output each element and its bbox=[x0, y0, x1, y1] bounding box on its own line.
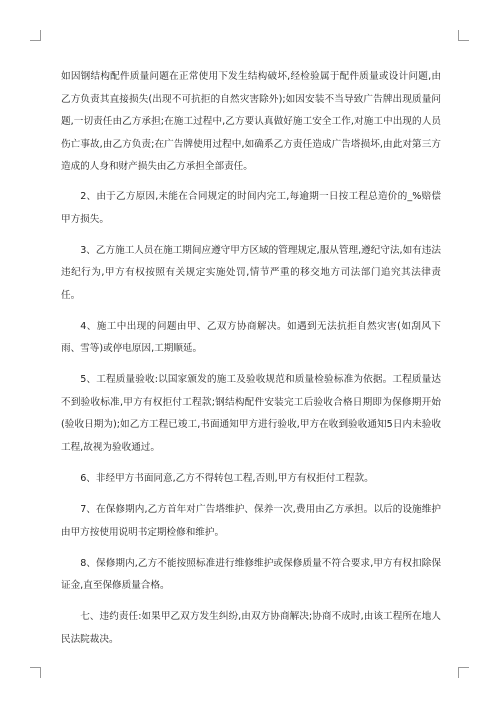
paragraph-clause-6-subcontracting: 6、非经甲方书面同意,乙方不得转包工程,否则,甲方有权拒付工程款。 bbox=[80, 473, 374, 485]
paragraph-section-7-breach: 七、违约责任:如果甲乙双方发生纠纷,由双方协商解决;协商不成时,由该工程所在地人民法院裁决。 bbox=[61, 611, 441, 645]
paragraph-steel-structure-liability: 如因钢结构配件质量问题在正常使用下发生结构破坏,经检验属于配件质量或设计问题,由乙方负责其直接损失(出现不可抗拒的自然灾害除外);如因安装不当导致广告牌出现质量问题,一切责任由乙方承担;在施工过程中,乙方要认真做好施工安全工作,对施工中出现的人员伤亡事故,由乙方负责;在广告牌使用过程中,如确系乙方责任造成广告塔损坏,由此对第三方造成的人身和财产损失由乙方承担全部责任。 bbox=[61, 71, 441, 173]
crop-mark-bottom-right bbox=[458, 667, 469, 678]
paragraph-clause-5-quality-acceptance: 5、工程质量验收:以国家颁发的施工及验收规范和质量检验标准为依据。工程质量达不到验收标准,甲方有权拒付工程款;钢结构配件安装完工后验收合格日期即为保修期开始(验收日期为);如乙方工程已竣工,书面通知甲方进行验收,甲方在收到验收通知5日内未验收工程,故视为验收通过。 bbox=[61, 374, 441, 454]
paragraph-clause-3-worker-conduct: 3、乙方施工人员在施工期间应遵守甲方区域的管理规定,服从管理,遵纪守法,如有违法违纪行为,甲方有权按照有关规定实施处罚,情节严重的移交地方司法部门追究其法律责任。 bbox=[61, 244, 441, 301]
paragraph-clause-8-warranty: 8、保修期内,乙方不能按照标准进行维修维护或保修质量不符合要求,甲方有权扣除保证金,直至保修质量合格。 bbox=[61, 557, 441, 592]
crop-mark-bottom-left bbox=[30, 667, 41, 678]
paragraph-clause-2-delay-penalty: 2、由于乙方原因,未能在合同规定的时间内完工,每逾期一日按工程总造价的_%赔偿甲方损失。 bbox=[61, 190, 441, 225]
paragraph-clause-7-maintenance: 7、在保修期内,乙方首年对广告塔维护、保养一次,费用由乙方承担。以后的设施维护由甲方按使用说明书定期检修和维护。 bbox=[61, 504, 441, 538]
paragraph-clause-4-negotiation: 4、施工中出现的问题由甲、乙双方协商解决。如遇到无法抗拒自然灾害(如刮风下雨、雪等)或停电原因,工期顺延。 bbox=[61, 320, 441, 355]
crop-mark-top-left bbox=[30, 30, 41, 41]
document-body bbox=[61, 66, 441, 660]
crop-mark-top-right bbox=[458, 30, 469, 41]
